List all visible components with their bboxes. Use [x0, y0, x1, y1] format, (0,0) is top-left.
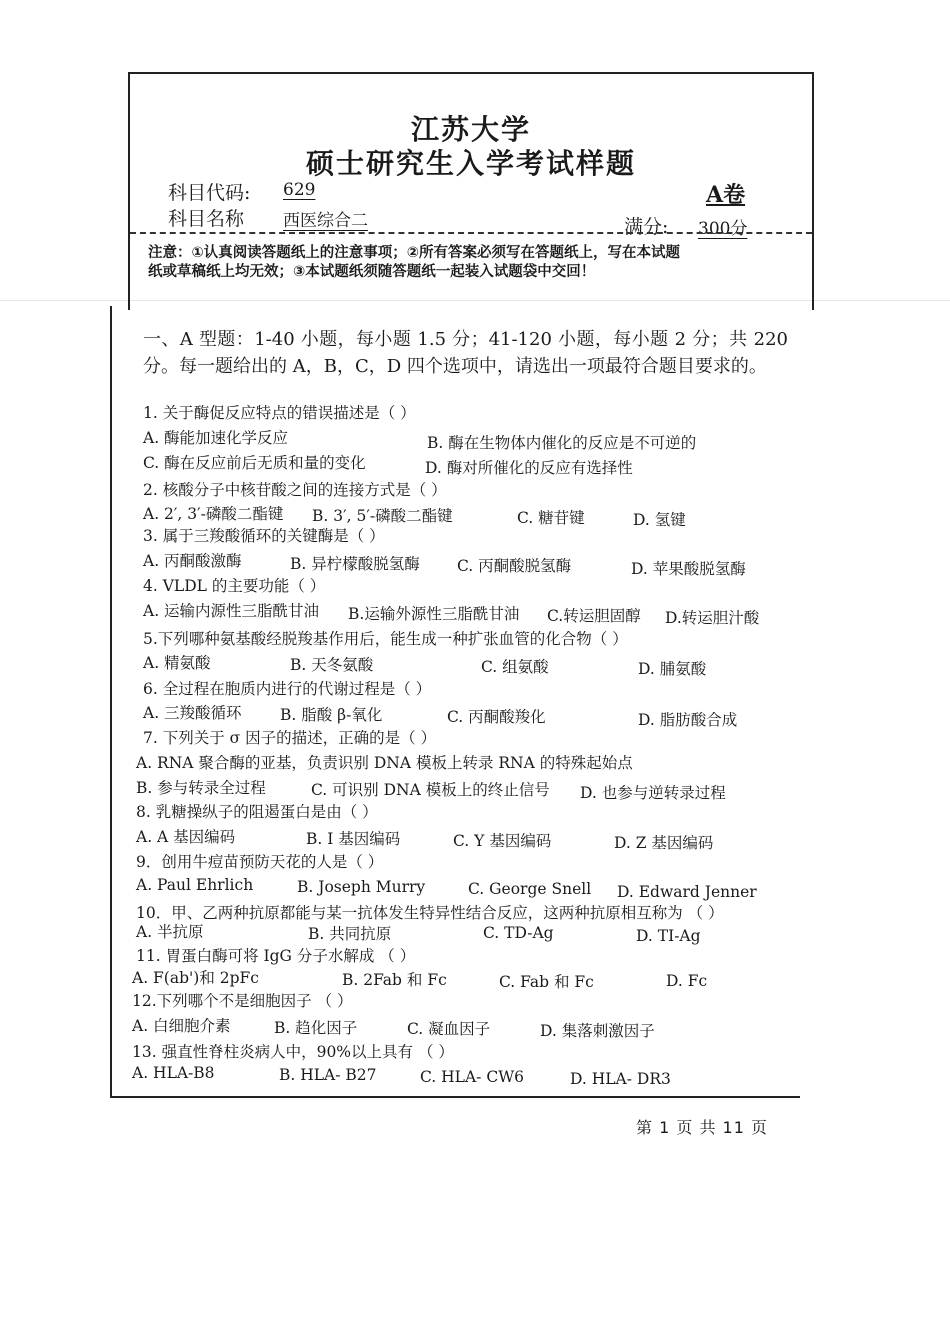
option: A. 三羧酸循环 [143, 704, 242, 722]
option: B. 3′, 5′-磷酸二酯键 [312, 507, 453, 525]
option: D. 也参与逆转录过程 [580, 784, 726, 802]
notice-line-2: 纸或草稿纸上均无效；③本试题纸须随答题纸一起装入试题袋中交回！ [148, 264, 596, 280]
option: B. 参与转录全过程 [136, 779, 266, 797]
option: A. F(ab')和 2pFc [132, 969, 259, 987]
subject-name-value: 西医综合二 [283, 211, 368, 231]
option: D. 氢键 [633, 511, 686, 529]
score-label: 满分: [624, 216, 669, 238]
question-stem: 4. VLDL 的主要功能（ ） [143, 577, 326, 595]
subject-name-label: 科目名称 [168, 208, 245, 230]
question-stem: 1. 关于酶促反应特点的错误描述是（ ） [143, 404, 416, 422]
question-stem: 13. 强直性脊柱炎病人中，90%以上具有 （ ） [132, 1043, 454, 1061]
option: A. HLA-B8 [132, 1064, 215, 1082]
exam-header [128, 72, 814, 310]
option: C. 糖苷键 [517, 509, 585, 527]
option: C. Y 基因编码 [453, 832, 552, 850]
question-stem: 11. 胃蛋白酶可将 IgG 分子水解成 （ ） [136, 947, 416, 965]
subject-code-value: 629 [283, 180, 316, 200]
option: A. Paul Ehrlich [136, 876, 254, 894]
question-stem: 8. 乳糖操纵子的阻遏蛋白是由（ ） [136, 803, 378, 821]
university-name: 江苏大学 [410, 113, 531, 146]
option: B. 趋化因子 [274, 1019, 358, 1037]
option: A. 2′, 3′-磷酸二酯键 [143, 505, 284, 523]
option: B. 酶在生物体内催化的反应是不可逆的 [427, 434, 697, 452]
option: D. Edward Jenner [617, 883, 757, 901]
option: D. TI-Ag [636, 927, 701, 945]
option: D.转运胆汁酸 [665, 609, 760, 627]
option: C.转运胆固醇 [547, 607, 641, 625]
option: C. 凝血因子 [407, 1020, 491, 1038]
question-stem: 7. 下列关于 σ 因子的描述，正确的是（ ） [143, 729, 437, 747]
option: B. 异柠檬酸脱氢酶 [290, 555, 420, 573]
question-stem: 9．创用牛痘苗预防天花的人是（ ） [136, 853, 384, 871]
option: A. 半抗原 [136, 923, 204, 941]
notice-line-1: 注意：①认真阅读答题纸上的注意事项；②所有答案必须写在答题纸上，写在本试题 [148, 245, 681, 261]
question-stem: 10．甲、乙两种抗原都能与某一抗体发生特异性结合反应，这两种抗原相互称为 （ ） [136, 904, 724, 922]
option: B. 共同抗原 [308, 925, 392, 943]
option: C. 可识别 DNA 模板上的终止信号 [311, 781, 550, 799]
option: C. 丙酮酸羧化 [447, 708, 546, 726]
question-stem: 5.下列哪种氨基酸经脱羧基作用后，能生成一种扩张血管的化合物（ ） [143, 630, 628, 648]
option: D. 苹果酸脱氢酶 [631, 560, 746, 578]
option: C. Fab 和 Fc [499, 973, 594, 991]
option: B. I 基因编码 [306, 830, 401, 848]
option: B. HLA- B27 [279, 1066, 377, 1084]
option: B. 天冬氨酸 [290, 656, 374, 674]
option: D. 酶对所催化的反应有选择性 [425, 459, 633, 477]
option: B. 2Fab 和 Fc [342, 971, 447, 989]
option: A. 运输内源性三脂酰甘油 [143, 602, 320, 620]
option: A. RNA 聚合酶的亚基，负责识别 DNA 模板上转录 RNA 的特殊起始点 [136, 754, 633, 772]
option: C. 丙酮酸脱氢酶 [457, 557, 572, 575]
score-value: 300分 [698, 219, 748, 239]
option: D. 脂肪酸合成 [638, 711, 738, 729]
question-stem: 3. 属于三羧酸循环的关键酶是（ ） [143, 527, 385, 545]
option: D. Fc [666, 972, 708, 990]
question-stem: 12.下列哪个不是细胞因子 （ ） [132, 992, 353, 1010]
paper-version: A卷 [706, 182, 746, 208]
option: D. HLA- DR3 [570, 1070, 671, 1088]
exam-notice [148, 244, 788, 282]
header-divider [130, 232, 812, 234]
option: A. A 基因编码 [136, 828, 236, 846]
exam-title: 硕士研究生入学考试样题 [305, 147, 636, 180]
option: B. 脂酸 β-氧化 [280, 706, 383, 724]
option: A. 酶能加速化学反应 [143, 429, 289, 447]
option: D. Z 基因编码 [614, 834, 714, 852]
subject-code-label: 科目代码: [168, 182, 251, 204]
question-stem: 6. 全过程在胞质内进行的代谢过程是（ ） [143, 680, 432, 698]
question-stem: 2. 核酸分子中核苷酸之间的连接方式是（ ） [143, 481, 447, 499]
option: C. TD-Ag [483, 924, 554, 942]
page-number: 第 1 页 共 11 页 [636, 1118, 768, 1137]
option: D. 集落刺激因子 [540, 1022, 655, 1040]
option: B.运输外源性三脂酰甘油 [348, 605, 520, 623]
option: C. HLA- CW6 [420, 1068, 524, 1086]
option: C. 组氨酸 [481, 658, 549, 676]
option: C. George Snell [468, 880, 592, 898]
section-intro: 一、A 型题：1-40 小题，每小题 1.5 分；41-120 小题，每小题 2 分；共 220 分。每一题给出的 A，B，C，D 四个选项中，请选出一项最符合题目要求的。 [143, 329, 788, 377]
option: D. 脯氨酸 [638, 660, 707, 678]
option: B. Joseph Murry [297, 878, 426, 896]
option: C. 酶在反应前后无质和量的变化 [143, 454, 366, 472]
option: A. 精氨酸 [143, 654, 211, 672]
option: A. 白细胞介素 [132, 1017, 231, 1035]
option: A. 丙酮酸激酶 [143, 552, 242, 570]
